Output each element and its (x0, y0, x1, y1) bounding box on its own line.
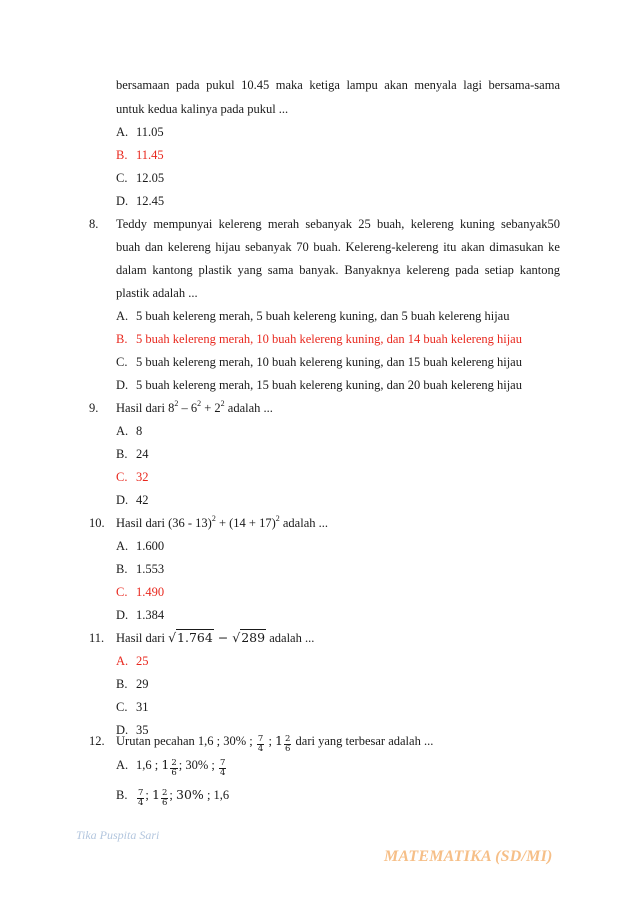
q8-option-c: C. 5 buah kelereng merah, 10 buah kelereng kuning, dan 15 buah kelereng hijau (116, 355, 522, 369)
q11-option-b: B. 29 (116, 677, 149, 691)
q7-option-a: A. 11.05 (116, 125, 164, 139)
q10-option-d: D. 1.384 (116, 608, 165, 622)
q9-option-d: D. 42 (116, 493, 149, 507)
q12-option-a: A. 1,6 ; 1 $\frac{2}{6}$ ; 30% ; $\frac{7}{4}$ (116, 757, 226, 778)
subject-footer: MATEMATIKA (SD/MI) (384, 848, 553, 865)
q12-question: 12. Urutan pecahan 1,6 ; 30% ; $\frac{7}{4}$ ; 1 $\frac{2}{6}$ dari yang terbesar adalah ... (89, 733, 434, 754)
q8-text-line-1: Teddy mempunyai kelereng merah sebanyak 25 buah, kelereng kuning sebanyak50 (116, 217, 560, 231)
q10-option-c-correct: C. 1.490 (116, 585, 165, 599)
q12-option-b: B. $\frac{7}{4}$ ; 1 $\frac{2}{6}$ ; 30% ; 1,6 (116, 787, 230, 808)
q11-option-c: C. 31 (116, 700, 149, 714)
q8-option-d: D. 5 buah kelereng merah, 15 buah kelereng kuning, dan 20 buah kelereng hijau (116, 378, 522, 392)
q10-option-a: A. 1.600 (116, 539, 165, 553)
q9-option-c-correct: C. 32 (116, 470, 149, 484)
q7-option-d: D. 12.45 (116, 194, 165, 208)
fraction-7-4: $\frac{7}{4}$ (257, 734, 264, 754)
fraction-2-6: $\frac{2}{6}$ (285, 734, 291, 754)
q9-option-a: A. 8 (116, 424, 143, 438)
q8-number: 8. (89, 217, 99, 231)
q11-option-a-correct: A. 25 (116, 654, 149, 668)
q11-question: 11. Hasil dari √1.764 − √289 adalah ... (89, 630, 315, 645)
fraction-2-6: $\frac{2}{6}$ (171, 758, 177, 778)
author-footer: Tika Puspita Sari (76, 828, 160, 842)
fraction-7-4: $\frac{7}{4}$ (138, 788, 144, 808)
q8-option-b-correct: B. 5 buah kelereng merah, 10 buah kelereng kuning, dan 14 buah kelereng hijau (116, 332, 522, 346)
q10-option-b: B. 1.553 (116, 562, 165, 576)
fraction-2-6: $\frac{2}{6}$ (161, 788, 168, 808)
q7-option-c: C. 12.05 (116, 171, 165, 185)
q8-text-line-2: buah dan kelereng hijau sebanyak 70 buah. Kelereng-kelereng itu akan dimasukan ke (116, 240, 560, 254)
q11-option-d: D. 35 (116, 723, 149, 737)
q9-option-b: B. 24 (116, 447, 149, 461)
q7-option-b-correct: B. 11.45 (116, 148, 164, 162)
q10-question: 10. Hasil dari $(36 - 13)^2 + (14 + 17)^2$ adalah ... (89, 514, 328, 530)
q8-text-line-3: dalam kantong plastik yang sama banyak. Banyaknya kelereng pada setiap kantong (116, 263, 560, 277)
sqrt-expression-1: √1.764 (168, 630, 213, 645)
sqrt-expression-2: √289 (232, 630, 266, 645)
q7-text-line-2: untuk kedua kalinya pada pukul ... (116, 102, 289, 116)
q8-option-a: A. 5 buah kelereng merah, 5 buah kelereng kuning, dan 5 buah kelereng hijau (116, 309, 510, 323)
fraction-7-4: $\frac{7}{4}$ (219, 758, 226, 778)
q7-text-line-1: bersamaan pada pukul 10.45 maka ketiga lampu akan menyala lagi bersama-sama (116, 78, 560, 92)
q8-text-line-4: plastik adalah ... (116, 286, 198, 300)
q9-question: 9. Hasil dari $8^2 - 6^2 + 2^2$ adalah ... (89, 399, 273, 415)
